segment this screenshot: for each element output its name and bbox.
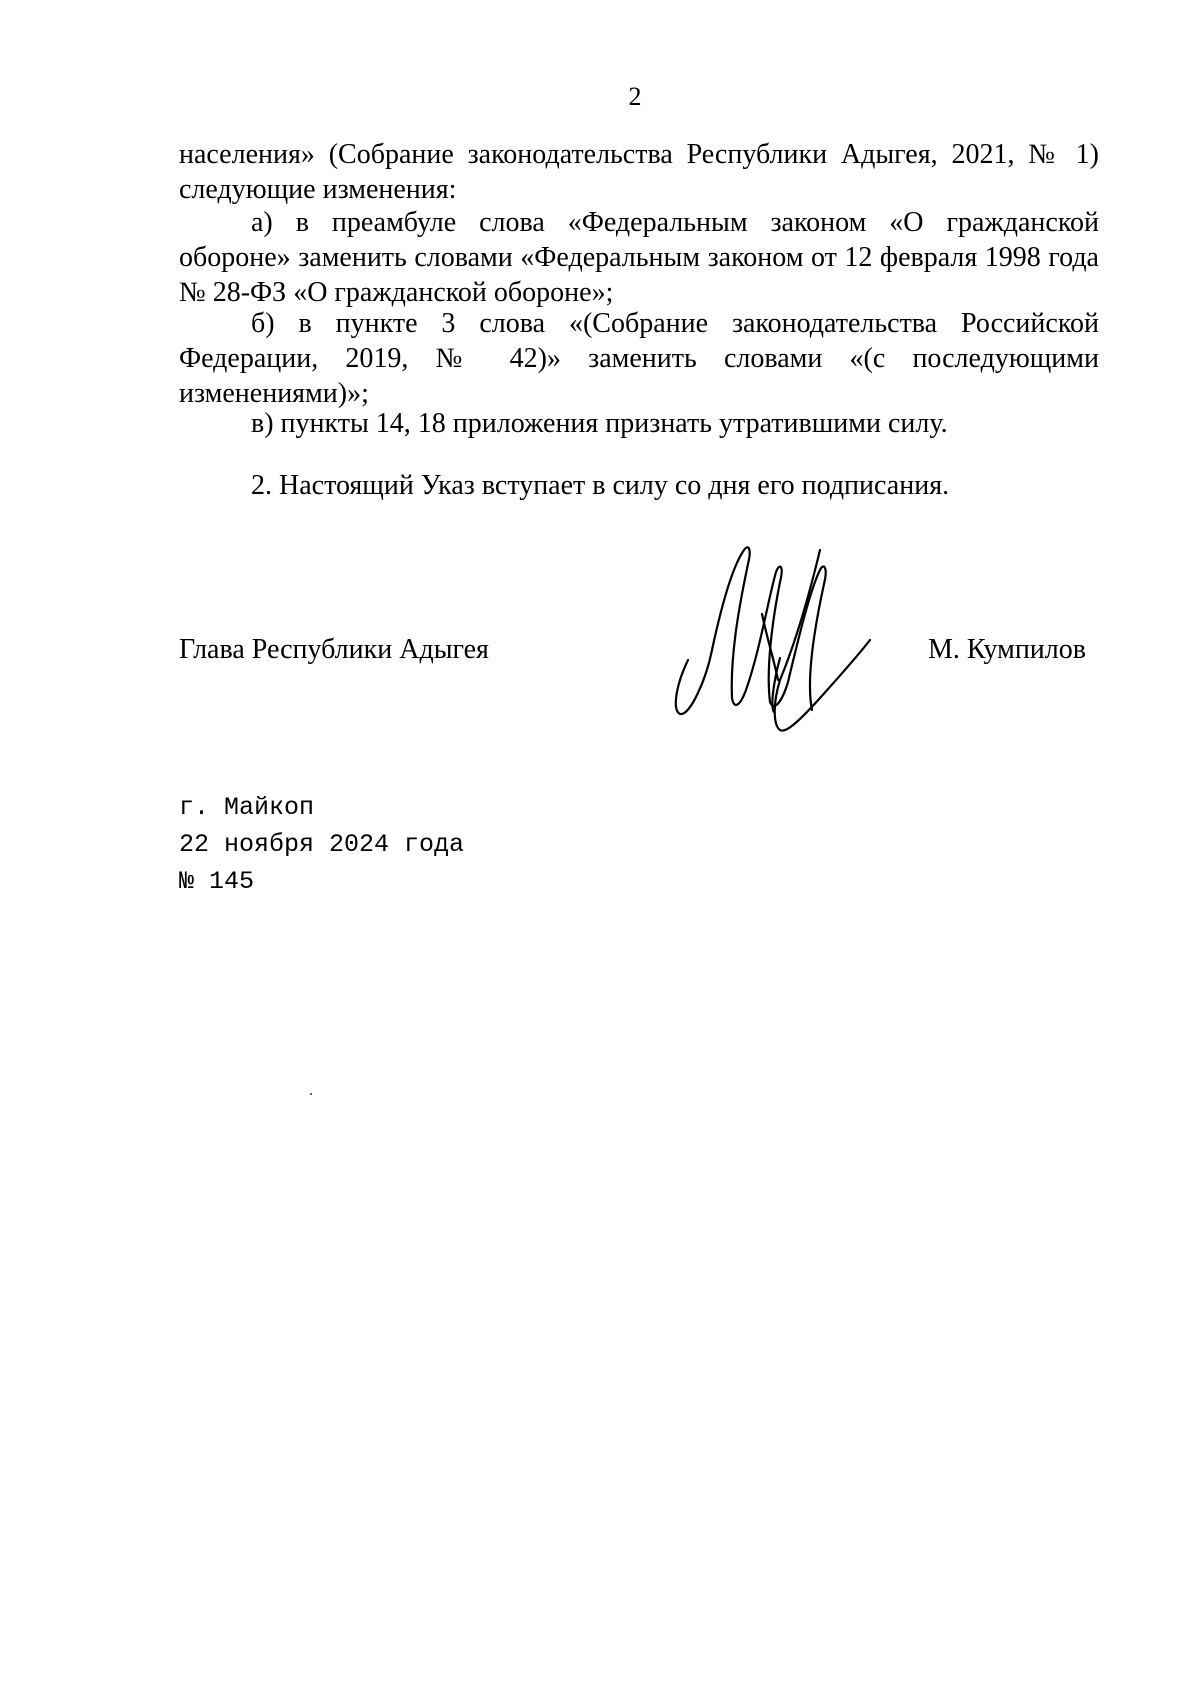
- paragraph-subitem-b: б) в пункте 3 слова «(Собрание законодательства Российской Федерации, 2019, № 42)» заменить словами «(с последующими изменениями)»;: [179, 308, 1099, 409]
- decree-number: № 145: [179, 867, 255, 896]
- signing-place: г. Майкоп: [179, 793, 315, 822]
- signing-date: 22 ноября 2024 года: [179, 830, 465, 859]
- handwritten-signature: [670, 530, 890, 740]
- paragraph-subitem-a: а) в преамбуле слова «Федеральным законом «О гражданской обороне» заменить словами «Федеральным законом от 12 февраля 1998 года № 28-ФЗ «О гражданской обороне»;: [179, 207, 1099, 308]
- signer-position: Глава Республики Адыгея: [179, 634, 489, 665]
- paragraph-point-2: 2. Настоящий Указ вступает в силу со дня его подписания.: [251, 470, 950, 501]
- signer-name: М. Кумпилов: [928, 634, 1086, 665]
- paragraph-subitem-c: в) пункты 14, 18 приложения признать утратившими силу.: [251, 408, 948, 439]
- page-number: 2: [628, 82, 642, 111]
- scan-speck: [310, 1093, 312, 1095]
- paragraph-continuation: населения» (Собрание законодательства Республики Адыгея, 2021, № 1) следующие изменения:: [179, 139, 1099, 205]
